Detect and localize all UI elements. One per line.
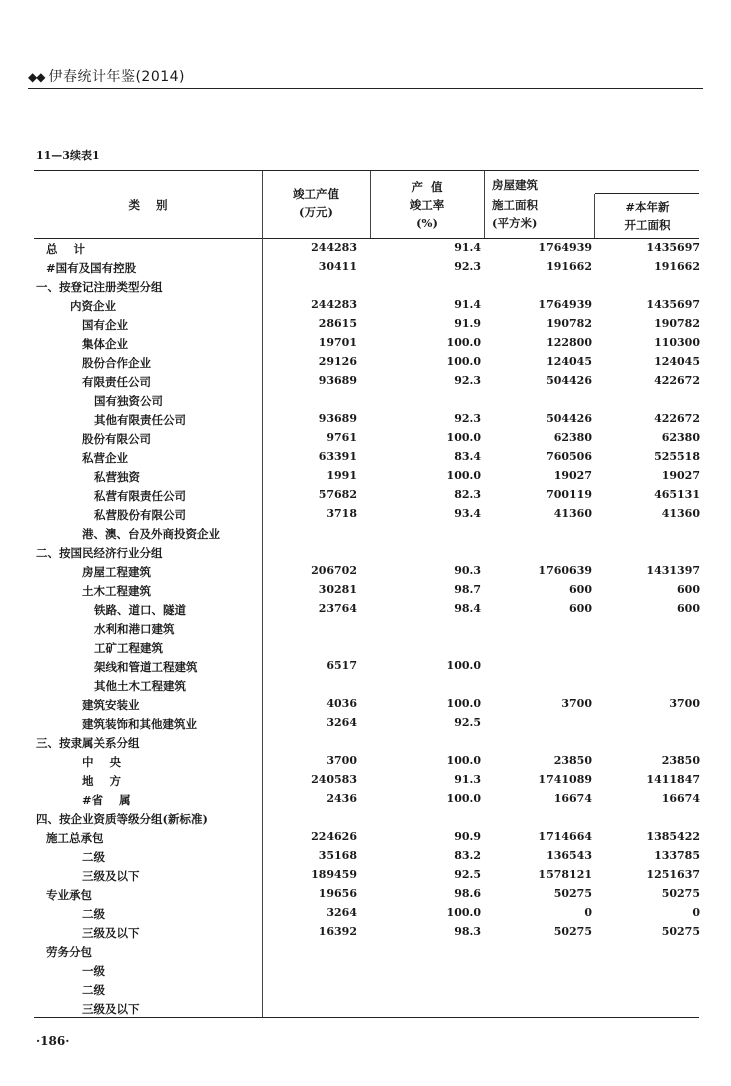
new-started-area-header	[596, 198, 699, 234]
table-row	[0, 791, 731, 810]
row-label: 港、澳、台及外商投资企业	[82, 527, 220, 541]
cell-value: 35168	[318, 849, 357, 862]
row-label: 劳务分包	[46, 945, 92, 959]
table-row	[0, 620, 731, 639]
cell-value: 4036	[326, 697, 357, 710]
table-row	[0, 696, 731, 715]
row-label: 私营独资	[94, 470, 140, 484]
cell-value: 1764939	[538, 298, 592, 311]
row-label: 其他土木工程建筑	[94, 679, 186, 693]
cell-value: 41360	[661, 507, 700, 520]
row-label: 工矿工程建筑	[94, 641, 163, 655]
cell-value: 91.4	[454, 241, 481, 254]
cell-value: 189459	[311, 868, 357, 881]
cell-value: 6517	[326, 659, 357, 672]
cell-value: 600	[677, 583, 700, 596]
header-text: 产 值	[411, 180, 443, 194]
table-row	[0, 962, 731, 981]
cell-value: 3700	[669, 697, 700, 710]
header-rule	[28, 88, 703, 89]
row-label: 三级及以下	[82, 869, 140, 883]
cell-value: 240583	[311, 773, 357, 786]
cell-value: 2436	[326, 792, 357, 805]
row-label: 三、按隶属关系分组	[36, 736, 140, 750]
cell-value: 760506	[546, 450, 592, 463]
cell-value: 50275	[553, 925, 592, 938]
cell-value: 30411	[318, 260, 357, 273]
row-label: 其他有限责任公司	[94, 413, 186, 427]
row-label: 房屋工程建筑	[82, 565, 151, 579]
page-number: ·186·	[36, 1034, 70, 1048]
row-label: 国有独资公司	[94, 394, 163, 408]
cell-value: 50275	[661, 925, 700, 938]
completion-rate-header	[370, 178, 484, 232]
cell-value: 57682	[318, 488, 357, 501]
cell-value: 62380	[661, 431, 700, 444]
table-row	[0, 867, 731, 886]
cell-value: 600	[569, 602, 592, 615]
table-row	[0, 639, 731, 658]
running-header	[28, 66, 700, 86]
row-label: 二级	[82, 983, 105, 997]
table-row	[0, 658, 731, 677]
cell-value: 244283	[311, 298, 357, 311]
cell-value: 124045	[654, 355, 700, 368]
yearbook-title: 伊春统计年鉴(2014)	[48, 69, 186, 85]
row-label: 一、按登记注册类型分组	[36, 280, 163, 294]
row-label: 三级及以下	[82, 926, 140, 940]
cell-value: 136543	[546, 849, 592, 862]
cell-value: 100.0	[446, 754, 481, 767]
cell-value: 191662	[546, 260, 592, 273]
table-row	[0, 373, 731, 392]
category-header: 类 别	[128, 198, 168, 212]
table-row	[0, 981, 731, 1000]
cell-value: 23764	[318, 602, 357, 615]
cell-value: 28615	[318, 317, 357, 330]
table-row	[0, 905, 731, 924]
cell-value: 91.3	[454, 773, 481, 786]
cell-value: 100.0	[446, 336, 481, 349]
table-row	[0, 715, 731, 734]
cell-value: 1578121	[538, 868, 592, 881]
row-label: 股份合作企业	[82, 356, 151, 370]
cell-value: 3264	[326, 906, 357, 919]
table-number: 11—3续表1	[36, 149, 100, 162]
cell-value: 100.0	[446, 355, 481, 368]
table-row	[0, 848, 731, 867]
cell-value: 93689	[318, 374, 357, 387]
cell-value: 23850	[553, 754, 592, 767]
cell-value: 422672	[654, 412, 700, 425]
cell-value: 465131	[654, 488, 700, 501]
cell-value: 92.5	[454, 716, 481, 729]
table-row	[0, 430, 731, 449]
cell-value: 98.4	[454, 602, 481, 615]
table-row	[0, 924, 731, 943]
table-row	[0, 449, 731, 468]
cell-value: 16392	[318, 925, 357, 938]
cell-value: 124045	[546, 355, 592, 368]
row-label: 有限责任公司	[82, 375, 151, 389]
row-label: 铁路、道口、隧道	[94, 603, 186, 617]
table-row	[0, 829, 731, 848]
row-label: 地 方	[82, 774, 122, 788]
cell-value: 600	[569, 583, 592, 596]
construction-area-header	[486, 196, 596, 232]
cell-value: 0	[692, 906, 700, 919]
table-row	[0, 810, 731, 829]
cell-value: 504426	[546, 412, 592, 425]
cell-value: 133785	[654, 849, 700, 862]
cell-value: 100.0	[446, 431, 481, 444]
cell-value: 93.4	[454, 507, 481, 520]
cell-value: 50275	[553, 887, 592, 900]
building-group-header: 房屋建筑	[492, 178, 538, 192]
cell-value: 92.5	[454, 868, 481, 881]
cell-value: 1991	[326, 469, 357, 482]
cell-value: 30281	[318, 583, 357, 596]
table-row	[0, 582, 731, 601]
cell-value: 98.6	[454, 887, 481, 900]
cell-value: 92.3	[454, 412, 481, 425]
row-label: 总 计	[46, 242, 86, 256]
table-row	[0, 316, 731, 335]
cell-value: 93689	[318, 412, 357, 425]
cell-value: 100.0	[446, 792, 481, 805]
row-label: 三级及以下	[82, 1002, 140, 1016]
cell-value: 63391	[318, 450, 357, 463]
cell-value: 1435697	[646, 241, 700, 254]
row-label: 二、按国民经济行业分组	[36, 546, 163, 560]
row-label: 架线和管道工程建筑	[94, 660, 198, 674]
header-text: 竣工率	[409, 198, 445, 212]
table-row	[0, 506, 731, 525]
table-row	[0, 297, 731, 316]
cell-value: 98.3	[454, 925, 481, 938]
cell-value: 206702	[311, 564, 357, 577]
cell-value: 3700	[561, 697, 592, 710]
table-row	[0, 753, 731, 772]
cell-value: 504426	[546, 374, 592, 387]
cell-value: 100.0	[446, 697, 481, 710]
cell-value: 50275	[661, 887, 700, 900]
table-top-rule	[34, 170, 699, 171]
header-bottom-rule	[34, 238, 699, 239]
row-label: 二级	[82, 850, 105, 864]
header-unit: (平方米)	[492, 216, 538, 230]
group-header-rule	[595, 193, 699, 194]
cell-value: 92.3	[454, 374, 481, 387]
cell-value: 100.0	[446, 469, 481, 482]
cell-value: 0	[584, 906, 592, 919]
table-row	[0, 278, 731, 297]
cell-value: 1251637	[646, 868, 700, 881]
cell-value: 700119	[546, 488, 592, 501]
cell-value: 98.7	[454, 583, 481, 596]
table-row	[0, 525, 731, 544]
cell-value: 191662	[654, 260, 700, 273]
cell-value: 190782	[546, 317, 592, 330]
cell-value: 16674	[661, 792, 700, 805]
cell-value: 41360	[553, 507, 592, 520]
cell-value: 90.3	[454, 564, 481, 577]
row-label: 土木工程建筑	[82, 584, 151, 598]
row-label: 建筑安装业	[82, 698, 140, 712]
row-label: 四、按企业资质等级分组(新标准)	[36, 812, 208, 826]
row-label: 私营股份有限公司	[94, 508, 186, 522]
table-row	[0, 677, 731, 696]
cell-value: 92.3	[454, 260, 481, 273]
row-label: 水利和港口建筑	[94, 622, 175, 636]
cell-value: 91.9	[454, 317, 481, 330]
cell-value: 19027	[553, 469, 592, 482]
cell-value: 422672	[654, 374, 700, 387]
cell-value: 19656	[318, 887, 357, 900]
row-label: 一级	[82, 964, 105, 978]
completed-output-header	[262, 185, 370, 221]
cell-value: 3700	[326, 754, 357, 767]
cell-value: 91.4	[454, 298, 481, 311]
column-divider-3	[484, 171, 485, 238]
row-label: 国有企业	[82, 318, 128, 332]
row-label: 中 央	[82, 755, 122, 769]
cell-value: 244283	[311, 241, 357, 254]
row-label: 股份有限公司	[82, 432, 151, 446]
row-label: #国有及国有控股	[46, 261, 137, 275]
table-row	[0, 734, 731, 753]
cell-value: 122800	[546, 336, 592, 349]
diamond-bullet-icon: ◆◆	[28, 70, 45, 84]
row-label: 施工总承包	[46, 831, 104, 845]
cell-value: 190782	[654, 317, 700, 330]
table-row	[0, 411, 731, 430]
table-body	[0, 240, 731, 1019]
cell-value: 100.0	[446, 659, 481, 672]
row-label: 内资企业	[70, 299, 116, 313]
table-row	[0, 468, 731, 487]
table-row	[0, 335, 731, 354]
cell-value: 3264	[326, 716, 357, 729]
table-row	[0, 886, 731, 905]
row-label: #省 属	[82, 793, 131, 807]
header-text: 开工面积	[624, 218, 671, 232]
cell-value: 110300	[654, 336, 700, 349]
table-row	[0, 601, 731, 620]
header-text: 施工面积	[492, 198, 538, 212]
table-row	[0, 943, 731, 962]
row-label: 专业承包	[46, 888, 92, 902]
cell-value: 3718	[326, 507, 357, 520]
row-label: 建筑装饰和其他建筑业	[82, 717, 197, 731]
table-row	[0, 487, 731, 506]
header-unit: (%)	[416, 216, 438, 230]
table-row	[0, 544, 731, 563]
cell-value: 1435697	[646, 298, 700, 311]
table-row	[0, 392, 731, 411]
cell-value: 1411847	[646, 773, 700, 786]
cell-value: 1714664	[538, 830, 592, 843]
cell-value: 29126	[318, 355, 357, 368]
header-text: 竣工产值	[293, 187, 339, 201]
table-row	[0, 240, 731, 259]
cell-value: 83.4	[454, 450, 481, 463]
cell-value: 1431397	[646, 564, 700, 577]
table-row	[0, 354, 731, 373]
cell-value: 600	[677, 602, 700, 615]
cell-value: 1385422	[646, 830, 700, 843]
cell-value: 23850	[661, 754, 700, 767]
row-label: 二级	[82, 907, 105, 921]
cell-value: 224626	[311, 830, 357, 843]
cell-value: 16674	[553, 792, 592, 805]
header-text: #本年新	[625, 200, 670, 214]
cell-value: 19027	[661, 469, 700, 482]
cell-value: 90.9	[454, 830, 481, 843]
cell-value: 525518	[654, 450, 700, 463]
row-label: 集体企业	[82, 337, 128, 351]
row-label: 私营企业	[82, 451, 128, 465]
row-label: 私营有限责任公司	[94, 489, 186, 503]
cell-value: 62380	[553, 431, 592, 444]
cell-value: 19701	[318, 336, 357, 349]
table-row	[0, 259, 731, 278]
table-row	[0, 1000, 731, 1019]
cell-value: 1760639	[538, 564, 592, 577]
cell-value: 1741089	[538, 773, 592, 786]
cell-value: 1764939	[538, 241, 592, 254]
cell-value: 100.0	[446, 906, 481, 919]
cell-value: 9761	[326, 431, 357, 444]
cell-value: 82.3	[454, 488, 481, 501]
cell-value: 83.2	[454, 849, 481, 862]
table-row	[0, 772, 731, 791]
table-row	[0, 563, 731, 582]
header-unit: (万元)	[299, 205, 333, 219]
